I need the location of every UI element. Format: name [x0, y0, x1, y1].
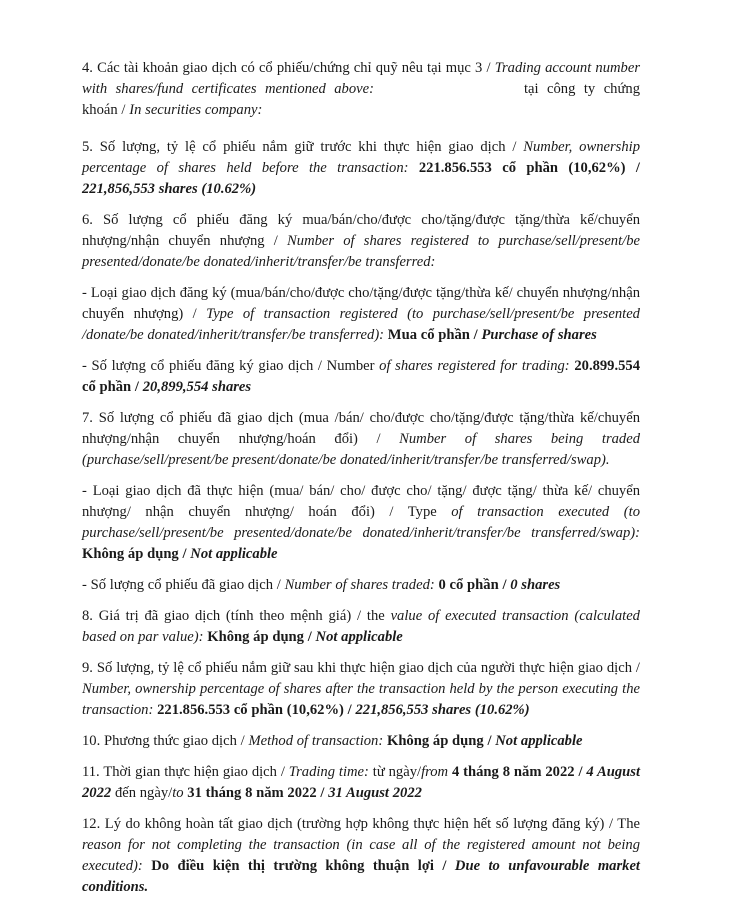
item-10-value-vietnamese: Không áp dụng: [386, 733, 484, 749]
item-8-vietnamese-label: 8. Giá trị đã giao dịch (tính theo mệnh giá): [82, 608, 352, 624]
item-11-english-label: Trading time:: [288, 764, 369, 780]
item-7-separator: /: [357, 431, 400, 447]
item-7-bullet-1: [82, 481, 640, 565]
item-7-bullet-2-separator: /: [273, 577, 285, 593]
item-11-vietnamese-label: 11. Thời gian thực hiện giao dịch: [82, 764, 277, 780]
item-6-bullet-2-separator: /: [313, 358, 327, 374]
item-7-bullet-2-value-separator: /: [498, 577, 511, 593]
item-7-bullet-1-vietnamese-label: - Loại giao dịch đã thực hiện (mua/ bán/ cho/ được cho/ tặng/ được tặng/ thừa kế/ chuyển nhượng/ nhận chuyển nhượng/ hoán đổi): [82, 483, 640, 520]
document-body: [82, 58, 640, 898]
item-6-paragraph: [82, 210, 640, 273]
item-10-separator: /: [236, 733, 249, 749]
item-7-vietnamese-label: 7. Số lượng cổ phiếu đã giao dịch (mua /bán/ cho/được cho/tặng/được tặng/thừa kế/chuyển nhượng/nhận chuyển nhượng/hoán đổi): [82, 410, 640, 447]
item-4-english-label: Trading account number with shares/fund certificates mentioned above:: [82, 60, 641, 97]
item-6-bullet-1-vietnamese-label: - Loại giao dịch đăng ký (mua/bán/cho/được cho/tặng/được tặng/thừa kế/ chuyển nhượng/nhận chuyển nhượng): [82, 285, 640, 322]
item-6-bullet-1-value-english: Purchase of shares: [481, 327, 597, 343]
item-6-bullet-1-separator: /: [183, 306, 207, 322]
item-9-value-separator: /: [343, 702, 356, 718]
item-5-english-label: Number, ownership percentage of shares held before the transaction:: [82, 139, 640, 176]
item-5-paragraph: [82, 137, 640, 200]
item-9-english-label: Number, ownership percentage of shares after the transaction held by the person executing the transaction:: [82, 681, 640, 718]
item-7-bullet-2: [82, 575, 640, 596]
item-7-bullet-1-english-italic: of transaction executed (to purchase/sell/present/be presented/donate/be donated/inherit/transfer/be transferred/swap):: [82, 504, 640, 541]
item-10-value-english: Not applicable: [495, 733, 583, 749]
item-4-paragraph: [82, 58, 640, 121]
item-12-vietnamese-label: 12. Lý do không hoàn tất giao dịch (trường hợp không thực hiện hết số lượng đăng ký): [82, 816, 605, 832]
item-4-separator-2: /: [117, 102, 130, 118]
item-8-value-vietnamese: Không áp dụng: [207, 629, 304, 645]
item-5-separator: /: [505, 139, 524, 155]
item-7-bullet-2-value-vietnamese: 0 cổ phần: [438, 577, 499, 593]
item-11-from-date-vietnamese: 4 tháng 8 năm 2022: [451, 764, 575, 780]
item-7-bullet-1-value-vietnamese: Không áp dụng: [82, 546, 179, 562]
item-6-bullet-2-value-vietnamese: 20.899.554 cổ phần: [82, 358, 641, 395]
item-6-bullet-2-vietnamese-label: - Số lượng cổ phiếu đăng ký giao dịch: [82, 358, 314, 374]
item-11-to-date-vietnamese: 31 tháng 8 năm 2022: [187, 785, 317, 801]
item-6-bullet-2: [82, 356, 640, 398]
item-6-bullet-2-english-roman: Number: [326, 358, 375, 374]
item-8-paragraph: [82, 606, 640, 648]
item-6-bullet-2-value-english: 20,899,554 shares: [142, 379, 252, 395]
item-6-bullet-1-value-separator: /: [469, 327, 482, 343]
item-4-english-suffix: In securities company:: [129, 102, 263, 118]
item-10-value-separator: /: [483, 733, 496, 749]
item-7-bullet-1-english-roman: Type: [407, 504, 437, 520]
item-12-english-roman: The: [617, 816, 640, 832]
item-8-value-separator: /: [303, 629, 316, 645]
item-7-bullet-2-vietnamese-label: - Số lượng cổ phiếu đã giao dịch: [82, 577, 274, 593]
item-9-value-vietnamese: 221.856.553 cổ phần (10,62%): [157, 702, 344, 718]
item-12-value-english: Due to unfavourable market conditions.: [82, 858, 640, 895]
item-10-paragraph: [82, 731, 640, 752]
item-9-vietnamese-label: 9. Số lượng, tỷ lệ cổ phiếu nắm giữ sau khi thực hiện giao dịch của người thực hiện giao dịch: [82, 660, 633, 676]
item-12-english-italic: reason for not completing the transaction (in case all of the registered amount not being executed):: [82, 837, 640, 874]
item-6-english-label: Number of shares registered to purchase/sell/present/be presented/donate/be donated/inherit/transfer/be transferred:: [82, 233, 640, 270]
item-12-paragraph: [82, 814, 640, 898]
item-11-from-date-english: 4 August 2022: [82, 764, 641, 801]
item-7-bullet-2-english-label: Number of shares traded:: [284, 577, 435, 593]
item-4-vietnamese-suffix: tại công ty chứng khoán: [82, 81, 640, 118]
item-7-bullet-1-value-separator: /: [178, 546, 191, 562]
item-8-english-roman: the: [366, 608, 385, 624]
item-11-from-vietnamese: từ ngày/: [372, 764, 422, 780]
item-9-value-english: 221,856,553 shares (10.62%): [355, 702, 530, 718]
item-11-from-date-separator: /: [574, 764, 587, 780]
item-11-to-english: to: [172, 785, 184, 801]
item-8-value-english: Not applicable: [315, 629, 403, 645]
item-5-value-english: 221,856,553 shares (10.62%): [82, 181, 257, 197]
item-11-to-date-separator: /: [316, 785, 329, 801]
item-12-value-vietnamese: Do điều kiện thị trường không thuận lợi: [151, 858, 434, 874]
item-6-bullet-1-value-vietnamese: Mua cổ phần: [387, 327, 470, 343]
item-6-bullet-1-english-label: Type of transaction registered (to purchase/sell/present/be presented /donate/be donated/inherit/transfer/be transferred):: [82, 306, 640, 343]
item-6-bullet-2-english-italic: of shares registered for trading:: [374, 358, 570, 374]
item-7-english-label: Number of shares being traded (purchase/sell/present/be present/donate/be donated/inherit/transfer/be transferred/swap).: [82, 431, 640, 468]
item-6-separator: /: [264, 233, 288, 249]
item-8-separator: /: [351, 608, 367, 624]
item-6-bullet-1: [82, 283, 640, 346]
item-7-paragraph: [82, 408, 640, 471]
item-6-vietnamese-label: 6. Số lượng cổ phiếu đăng ký mua/bán/cho/được cho/tặng/được tặng/thừa kế/chuyển nhượng/nhận chuyển nhượng: [82, 212, 640, 249]
item-9-paragraph: [82, 658, 640, 721]
item-6-bullet-2-value-separator: /: [131, 379, 143, 395]
item-4-separator: /: [482, 60, 495, 76]
item-4-vietnamese-label: 4. Các tài khoản giao dịch có cổ phiếu/chứng chỉ quỹ nêu tại mục 3: [82, 60, 483, 76]
item-11-separator: /: [276, 764, 289, 780]
item-11-to-date-english: 31 August 2022: [328, 785, 422, 801]
item-11-paragraph: [82, 762, 640, 804]
item-9-separator: /: [632, 660, 640, 676]
item-10-vietnamese-label: 10. Phương thức giao dịch: [82, 733, 237, 749]
item-11-to-vietnamese: đến ngày/: [114, 785, 173, 801]
item-7-bullet-2-value-english: 0 shares: [510, 577, 561, 593]
item-5-value-vietnamese: 221.856.553 cổ phần (10,62%): [418, 160, 626, 176]
item-5-value-separator: /: [625, 160, 640, 176]
item-5-vietnamese-label: 5. Số lượng, tỷ lệ cổ phiếu nắm giữ trước khi thực hiện giao dịch: [82, 139, 506, 155]
item-12-separator: /: [604, 816, 618, 832]
item-11-from-english: from: [421, 764, 449, 780]
item-7-bullet-1-separator: /: [374, 504, 408, 520]
item-7-bullet-1-value-english: Not applicable: [190, 546, 278, 562]
item-8-english-italic: value of executed transaction (calculated based on par value):: [82, 608, 640, 645]
item-10-english-label: Method of transaction:: [248, 733, 384, 749]
item-12-value-separator: /: [433, 858, 455, 874]
